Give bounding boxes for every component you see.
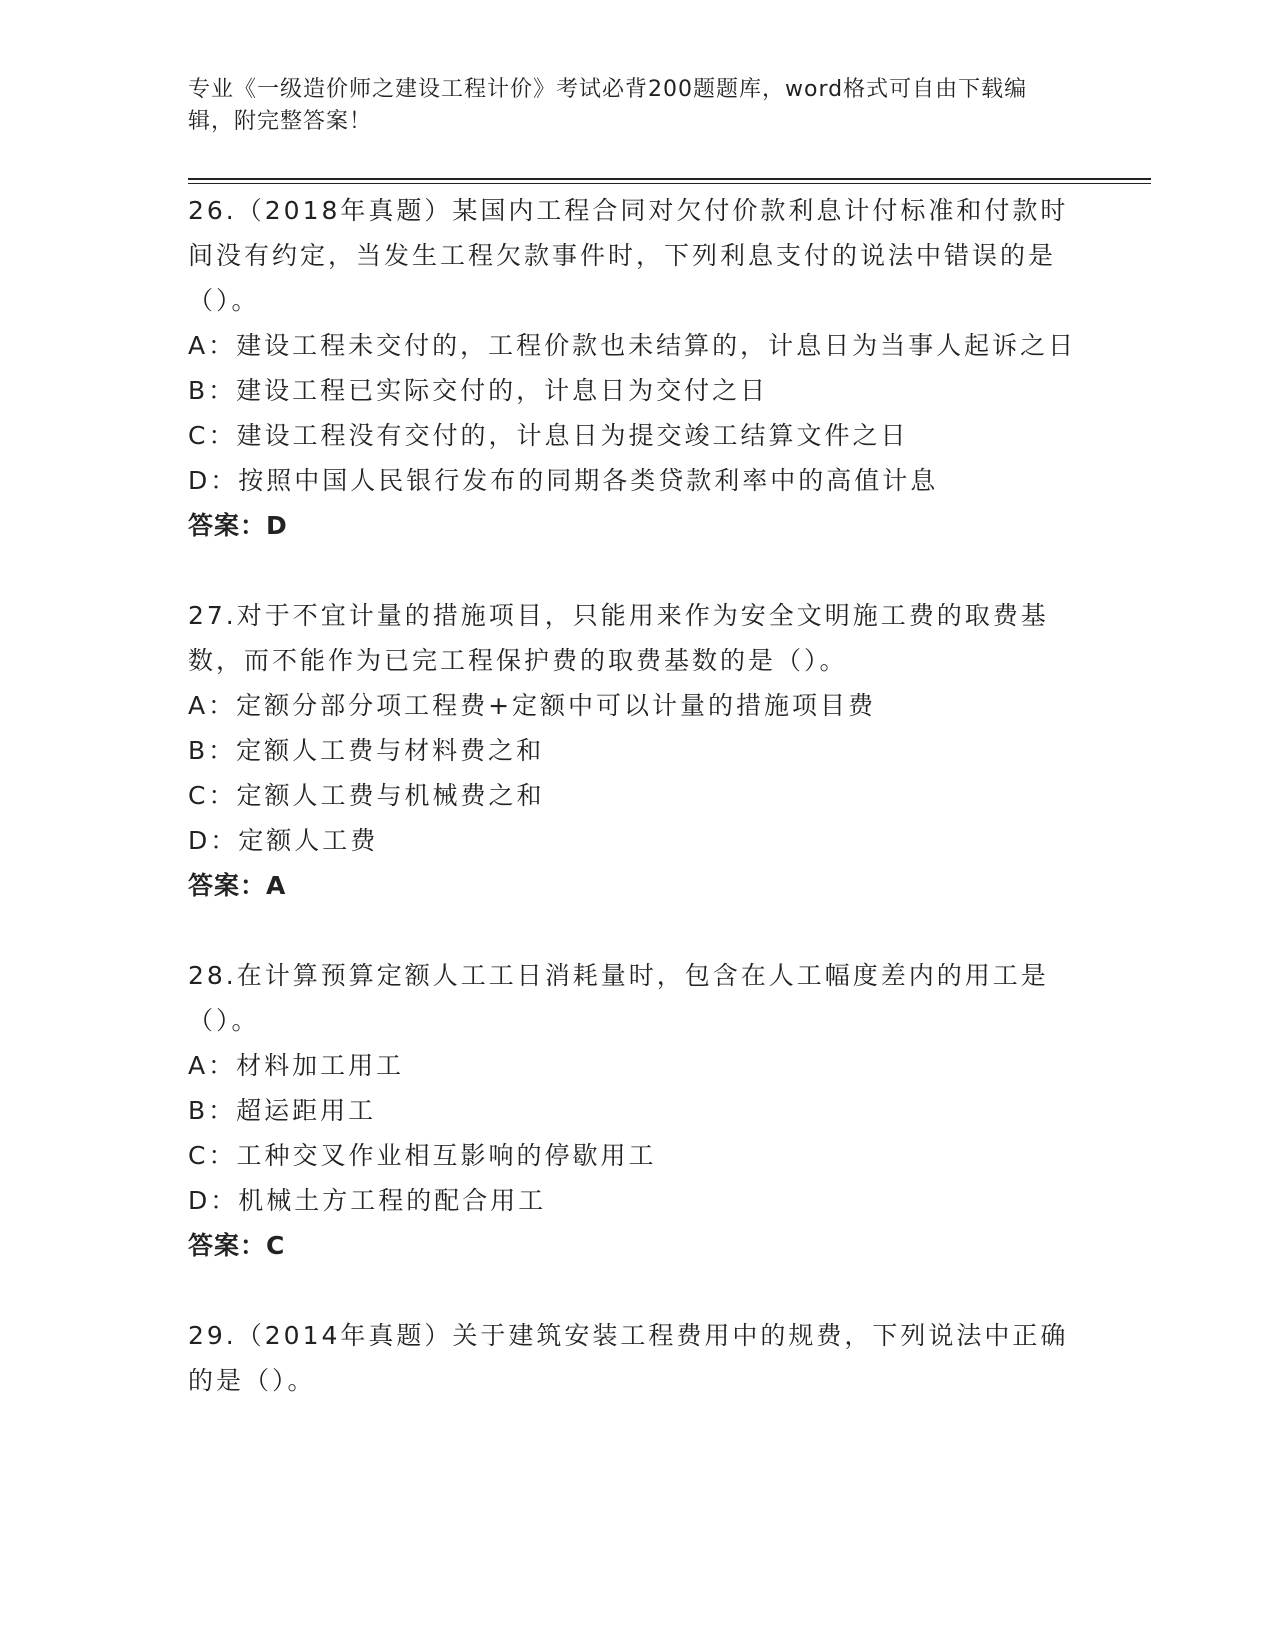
option-d: D：按照中国人民银行发布的同期各类贷款利率中的高值计息 (188, 466, 939, 495)
question-stem: 26.（2018年真题）某国内工程合同对欠付价款利息计付标准和付款时间没有约定，当发生工程欠款事件时，下列利息支付的说法中错误的是（）。 (188, 196, 1069, 315)
option-a: A：定额分部分项工程费+定额中可以计量的措施项目费 (188, 691, 877, 720)
option-b: B：超运距用工 (188, 1096, 377, 1125)
option-b: B：建设工程已实际交付的，计息日为交付之日 (188, 376, 769, 405)
option-c: C：工种交叉作业相互影响的停歇用工 (188, 1141, 657, 1170)
header-divider-thin (188, 183, 1151, 184)
question-stem: 28.在计算预算定额人工工日消耗量时，包含在人工幅度差内的用工是（）。 (188, 961, 1049, 1035)
option-a: A：材料加工用工 (188, 1051, 405, 1080)
question-27 (188, 593, 1088, 908)
document-header: 专业《一级造价师之建设工程计价》考试必背200题题库，word格式可自由下载编辑，附完整答案！ (188, 77, 1028, 134)
question-28 (188, 953, 1088, 1268)
question-stem: 27.对于不宜计量的措施项目，只能用来作为安全文明施工费的取费基数，而不能作为已完工程保护费的取费基数的是（）。 (188, 601, 1049, 675)
option-b: B：定额人工费与材料费之和 (188, 736, 545, 765)
answer: 答案：D (188, 511, 288, 540)
answer: 答案：C (188, 1231, 286, 1260)
header-divider-thick (188, 178, 1151, 180)
option-d: D：定额人工费 (188, 826, 379, 855)
question-26 (188, 188, 1088, 548)
option-c: C：定额人工费与机械费之和 (188, 781, 545, 810)
option-c: C：建设工程没有交付的，计息日为提交竣工结算文件之日 (188, 421, 909, 450)
option-d: D：机械土方工程的配合用工 (188, 1186, 547, 1215)
question-stem: 29.（2014年真题）关于建筑安装工程费用中的规费，下列说法中正确的是（）。 (188, 1321, 1069, 1395)
option-a: A：建设工程未交付的，工程价款也未结算的，计息日为当事人起诉之日 (188, 331, 1077, 360)
question-list (188, 188, 1088, 1403)
answer: 答案：A (188, 871, 287, 900)
question-29 (188, 1313, 1088, 1403)
